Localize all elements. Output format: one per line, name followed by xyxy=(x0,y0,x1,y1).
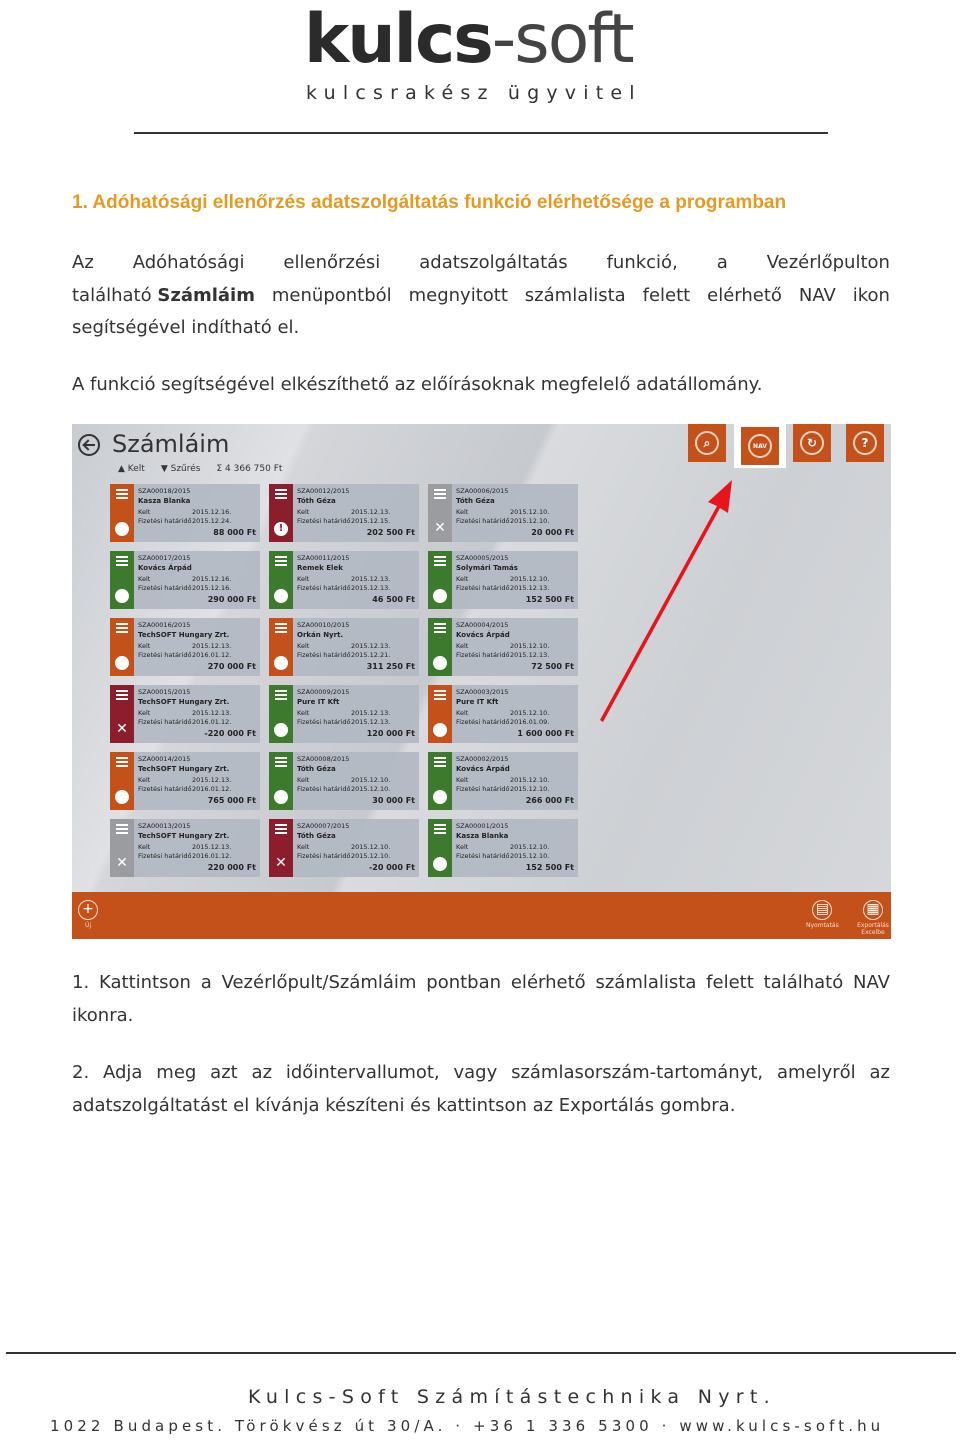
invoice-amount: 765 000 Ft xyxy=(207,796,256,805)
invoice-number: SZA00001/2015 xyxy=(456,822,509,830)
invoice-amount: 88 000 Ft xyxy=(213,528,256,537)
invoice-number: SZA00011/2015 xyxy=(297,554,350,562)
invoice-amount: 1 600 000 Ft xyxy=(517,729,574,738)
customer-name: Remek Elek xyxy=(297,564,343,572)
intro-word: ellenőrzési xyxy=(283,252,381,273)
due-date: 2015.12.10. xyxy=(510,852,550,860)
due-label: Fizetési határidő xyxy=(456,718,510,726)
due-label: Fizetési határidő xyxy=(456,852,510,860)
app-bottom-bar xyxy=(72,892,891,939)
issued-label: Kelt xyxy=(297,709,310,717)
invoice-number: SZA00008/2015 xyxy=(297,755,350,763)
issued-date: 2015.12.10. xyxy=(510,843,550,851)
intro-paragraph xyxy=(72,247,890,345)
section-title: 1. Adóhatósági ellenőrzés adatszolgáltatás funkció elérhetősége a programban xyxy=(72,192,787,213)
due-label: Fizetési határidő xyxy=(138,718,192,726)
invoice-amount: 311 250 Ft xyxy=(366,662,415,671)
issued-label: Kelt xyxy=(456,508,469,516)
issued-label: Kelt xyxy=(138,709,151,717)
invoice-amount: 202 500 Ft xyxy=(366,528,415,537)
invoices-screenshot xyxy=(72,424,891,939)
due-date: 2015.12.10. xyxy=(351,785,391,793)
issued-date: 2015.12.10. xyxy=(351,776,391,784)
step-2: 2. Adja meg azt az időintervallumot, vagy számlasorszám-tartományt, amelyről az adatszolgáltatást el kívánja készíteni és kattintson az Exportálás gombra. xyxy=(72,1062,890,1116)
invoice-amount: 290 000 Ft xyxy=(207,595,256,604)
export-label: Exportálás Excelbe xyxy=(857,922,889,936)
customer-name: TechSOFT Hungary Zrt. xyxy=(138,765,230,773)
customer-name: Orkán Nyrt. xyxy=(297,631,344,639)
invoice-number: SZA00003/2015 xyxy=(456,688,509,696)
issued-label: Kelt xyxy=(297,642,310,650)
invoice-amount: 120 000 Ft xyxy=(366,729,415,738)
due-date: 2015.12.10. xyxy=(351,852,391,860)
function-description: A funkció segítségével elkészíthető az előírásoknak megfelelő adatállomány. xyxy=(72,374,763,395)
export-icon: ▦ xyxy=(863,900,883,920)
issued-label: Kelt xyxy=(456,709,469,717)
intro-word: számlalista xyxy=(524,284,626,306)
intro-word: menüpontból xyxy=(271,284,392,306)
invoice-number: SZA00006/2015 xyxy=(456,487,509,495)
warning-icon: ! xyxy=(274,522,288,536)
due-date: 2015.12.21. xyxy=(351,651,391,659)
customer-name: TechSOFT Hungary Zrt. xyxy=(138,698,230,706)
due-label: Fizetési határidő xyxy=(297,517,351,525)
footer-divider xyxy=(6,1352,956,1354)
customer-name: Kovács Árpád xyxy=(456,765,510,773)
customer-name: Tóth Géza xyxy=(456,497,495,505)
screenshot-title: Számláim xyxy=(112,430,230,458)
customer-name: TechSOFT Hungary Zrt. xyxy=(138,631,230,639)
invoice-amount: -220 000 Ft xyxy=(204,729,256,738)
issued-date: 2015.12.10. xyxy=(510,642,550,650)
filter-control[interactable]: ▼ Szűrés xyxy=(160,464,201,474)
due-date: 2016.01.12. xyxy=(192,718,232,726)
invoice-amount: 270 000 Ft xyxy=(207,662,256,671)
invoice-number: SZA00009/2015 xyxy=(297,688,350,696)
cancelled-icon: ✕ xyxy=(116,855,128,871)
issued-date: 2015.12.10. xyxy=(510,709,550,717)
due-label: Fizetési határidő xyxy=(297,718,351,726)
issued-label: Kelt xyxy=(297,843,310,851)
invoice-amount: 72 500 Ft xyxy=(531,662,574,671)
plus-icon: + xyxy=(78,900,98,920)
due-date: 2015.12.13. xyxy=(351,584,391,592)
intro-word: megnyitott xyxy=(408,284,508,306)
issued-date: 2015.12.13. xyxy=(351,508,391,516)
cancelled-icon: ✕ xyxy=(275,855,287,871)
due-date: 2015.12.24. xyxy=(192,517,232,525)
customer-name: TechSOFT Hungary Zrt. xyxy=(138,832,230,840)
invoice-amount: 266 000 Ft xyxy=(525,796,574,805)
pointer-arrow xyxy=(72,424,891,892)
logo-wordmark: kulcs-soft xyxy=(304,0,633,79)
nav-icon: NAV xyxy=(748,434,772,458)
issued-date: 2015.12.10. xyxy=(510,776,550,784)
issued-label: Kelt xyxy=(138,843,151,851)
customer-name: Solymári Tamás xyxy=(456,564,518,572)
due-date: 2015.12.13. xyxy=(510,584,550,592)
due-label: Fizetési határidő xyxy=(456,785,510,793)
due-date: 2015.12.16. xyxy=(192,584,232,592)
footer-company: Kulcs-Soft Számítástechnika Nyrt. xyxy=(248,1386,776,1408)
due-label: Fizetési határidő xyxy=(138,785,192,793)
issued-date: 2015.12.13. xyxy=(351,709,391,717)
invoice-number: SZA00018/2015 xyxy=(138,487,191,495)
intro-word: adatszolgáltatás xyxy=(419,252,568,273)
help-icon: ? xyxy=(853,431,877,455)
due-label: Fizetési határidő xyxy=(138,584,192,592)
company-logo xyxy=(300,0,660,104)
intro-word: felett xyxy=(642,284,691,306)
invoice-amount: 220 000 Ft xyxy=(207,863,256,872)
intro-line-1 xyxy=(72,247,890,280)
search-icon: ⌕ xyxy=(695,431,719,455)
print-icon: ▤ xyxy=(812,900,832,920)
due-date: 2016.01.09. xyxy=(510,718,550,726)
due-label: Fizetési határidő xyxy=(456,584,510,592)
issued-date: 2015.12.10. xyxy=(510,508,550,516)
due-label: Fizetési határidő xyxy=(456,517,510,525)
issued-date: 2015.12.13. xyxy=(192,709,232,717)
issued-date: 2015.12.16. xyxy=(192,575,232,583)
invoice-number: SZA00017/2015 xyxy=(138,554,191,562)
new-label: Új xyxy=(84,922,92,929)
invoice-number: SZA00016/2015 xyxy=(138,621,191,629)
issued-label: Kelt xyxy=(297,508,310,516)
due-label: Fizetési határidő xyxy=(456,651,510,659)
due-date: 2016.01.12. xyxy=(192,852,232,860)
customer-name: Tóth Géza xyxy=(297,832,336,840)
due-date: 2015.12.10. xyxy=(510,517,550,525)
issued-date: 2015.12.13. xyxy=(192,642,232,650)
cancelled-icon: ✕ xyxy=(434,520,446,536)
issued-date: 2015.12.13. xyxy=(351,575,391,583)
customer-name: Kasza Blanka xyxy=(138,497,191,505)
customer-name: Pure IT Kft xyxy=(297,698,340,706)
invoice-number: SZA00014/2015 xyxy=(138,755,191,763)
sum-total: Σ 4 366 750 Ft xyxy=(216,464,283,474)
customer-name: Tóth Géza xyxy=(297,497,336,505)
due-date: 2015.12.13. xyxy=(510,651,550,659)
invoice-number: SZA00007/2015 xyxy=(297,822,350,830)
intro-word: elérhető xyxy=(707,284,782,306)
invoice-number: SZA00002/2015 xyxy=(456,755,509,763)
due-label: Fizetési határidő xyxy=(138,852,192,860)
export-excel-button[interactable] xyxy=(856,900,890,936)
issued-label: Kelt xyxy=(456,575,469,583)
intro-line-2 xyxy=(72,280,890,313)
invoice-number: SZA00015/2015 xyxy=(138,688,191,696)
issued-label: Kelt xyxy=(138,575,151,583)
due-label: Fizetési határidő xyxy=(138,517,192,525)
due-date: 2015.12.15. xyxy=(351,517,391,525)
due-date: 2016.01.12. xyxy=(192,785,232,793)
invoice-amount: 152 500 Ft xyxy=(525,595,574,604)
intro-line-3: segítségével indítható el. xyxy=(72,317,300,338)
refresh-icon: ↻ xyxy=(800,431,824,455)
issued-label: Kelt xyxy=(297,575,310,583)
invoice-number: SZA00012/2015 xyxy=(297,487,350,495)
invoice-number: SZA00004/2015 xyxy=(456,621,509,629)
customer-name: Kasza Blanka xyxy=(456,832,509,840)
issued-label: Kelt xyxy=(456,776,469,784)
intro-word-text: található xyxy=(72,284,152,306)
due-label: Fizetési határidő xyxy=(297,584,351,592)
due-date: 2015.12.10. xyxy=(510,785,550,793)
issued-label: Kelt xyxy=(138,508,151,516)
due-label: Fizetési határidő xyxy=(297,651,351,659)
intro-word xyxy=(72,280,255,313)
print-label: Nyomtatás xyxy=(806,922,839,929)
header-divider xyxy=(134,132,828,134)
intro-word: a xyxy=(716,252,728,273)
menu-name-bold: Számláim xyxy=(157,284,255,306)
intro-word: NAV xyxy=(798,284,836,306)
print-button[interactable] xyxy=(806,900,839,929)
cancelled-icon: ✕ xyxy=(116,721,128,737)
issued-label: Kelt xyxy=(456,843,469,851)
intro-word: Vezérlőpulton xyxy=(766,252,890,273)
footer-address: 1022 Budapest. Törökvész út 30/A. · +36 1 336 5300 · www.kulcs-soft.hu xyxy=(50,1417,885,1435)
sort-control[interactable]: ▲ Kelt xyxy=(118,464,145,474)
issued-date: 2015.12.13. xyxy=(192,843,232,851)
invoice-number: SZA00010/2015 xyxy=(297,621,350,629)
due-date: 2016.01.12. xyxy=(192,651,232,659)
intro-word: funkció, xyxy=(606,252,678,273)
intro-word: Az xyxy=(72,252,94,273)
issued-date: 2015.12.10. xyxy=(351,843,391,851)
intro-word: ikon xyxy=(852,284,890,306)
issued-label: Kelt xyxy=(138,776,151,784)
customer-name: Pure IT Kft xyxy=(456,698,499,706)
issued-label: Kelt xyxy=(138,642,151,650)
intro-word: Adóhatósági xyxy=(132,252,245,273)
due-date: 2015.12.13. xyxy=(351,718,391,726)
issued-date: 2015.12.10. xyxy=(510,575,550,583)
issued-date: 2015.12.13. xyxy=(351,642,391,650)
invoice-amount: 20 000 Ft xyxy=(531,528,574,537)
invoice-amount: 30 000 Ft xyxy=(372,796,415,805)
step-1: 1. Kattintson a Vezérlőpult/Számláim pontban elérhető számlalista felett található NAV ikonra. xyxy=(72,972,890,1026)
customer-name: Kovács Árpád xyxy=(138,564,192,572)
due-label: Fizetési határidő xyxy=(297,785,351,793)
new-button[interactable] xyxy=(78,900,98,929)
customer-name: Kovács Árpád xyxy=(456,631,510,639)
issued-label: Kelt xyxy=(297,776,310,784)
issued-date: 2015.12.16. xyxy=(192,508,232,516)
invoice-number: SZA00005/2015 xyxy=(456,554,509,562)
due-label: Fizetési határidő xyxy=(138,651,192,659)
issued-label: Kelt xyxy=(456,642,469,650)
due-label: Fizetési határidő xyxy=(297,852,351,860)
invoice-amount: 152 500 Ft xyxy=(525,863,574,872)
invoice-amount: -20 000 Ft xyxy=(368,863,415,872)
invoice-number: SZA00013/2015 xyxy=(138,822,191,830)
customer-name: Tóth Géza xyxy=(297,765,336,773)
logo-tagline: kulcsrakész ügyvitel xyxy=(306,82,642,104)
issued-date: 2015.12.13. xyxy=(192,776,232,784)
invoice-amount: 46 500 Ft xyxy=(372,595,415,604)
